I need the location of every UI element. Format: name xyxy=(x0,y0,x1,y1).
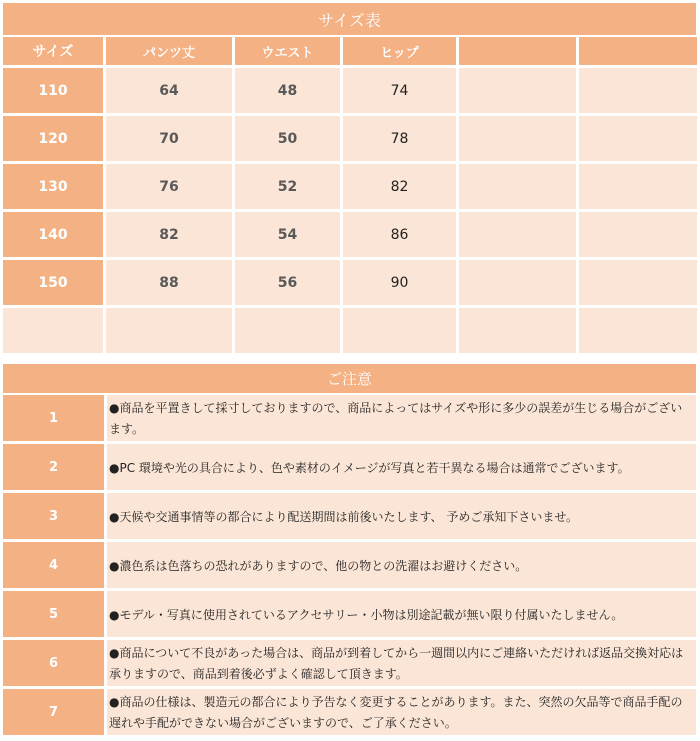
empty-cell xyxy=(579,116,697,161)
empty-cell xyxy=(579,212,697,257)
size-label: 130 xyxy=(3,164,103,209)
notes-title: ご注意 xyxy=(3,364,696,393)
list-item xyxy=(3,689,696,735)
waist-value: 56 xyxy=(235,260,340,305)
empty-cell xyxy=(459,308,576,353)
size-label: 140 xyxy=(3,212,103,257)
empty-cell xyxy=(459,212,576,257)
header-pants-length: パンツ丈 xyxy=(106,37,232,65)
note-number: 5 xyxy=(3,591,104,637)
note-text: ●商品について不良があった場合は、商品が到着してから一週間以内にご連絡いただければ返品交換対応は承りますので、商品到着後必ずよく確認して頂きます。 xyxy=(107,640,696,686)
empty-cell xyxy=(343,308,456,353)
pants-length-value: 88 xyxy=(106,260,232,305)
waist-value: 48 xyxy=(235,68,340,113)
pants-length-value: 82 xyxy=(106,212,232,257)
empty-cell xyxy=(579,308,697,353)
size-label: 150 xyxy=(3,260,103,305)
size-chart-title: サイズ表 xyxy=(3,3,696,35)
note-text: ●モデル・写真に使用されているアクセサリー・小物は別途記載が無い限り付属いたしません。 xyxy=(107,591,696,637)
list-item xyxy=(3,444,696,490)
empty-cell xyxy=(459,164,576,209)
pants-length-value: 64 xyxy=(106,68,232,113)
note-number: 2 xyxy=(3,444,104,490)
table-row xyxy=(3,164,697,209)
empty-cell xyxy=(459,68,576,113)
note-number: 7 xyxy=(3,689,104,735)
hip-value: 74 xyxy=(343,68,456,113)
waist-value: 54 xyxy=(235,212,340,257)
table-row xyxy=(3,260,697,305)
hip-value: 82 xyxy=(343,164,456,209)
note-text: ●天候や交通事情等の都合により配送期間は前後いたします、 予めご承知下さいませ。 xyxy=(107,493,696,539)
note-number: 1 xyxy=(3,395,104,441)
empty-cell xyxy=(106,308,232,353)
table-row xyxy=(3,308,697,353)
note-text: ●商品を平置きして採寸しておりますので、商品によってはサイズや形に多少の誤差が生じる場合がございます。 xyxy=(107,395,696,441)
size-table-header-row xyxy=(3,37,697,65)
hip-value: 78 xyxy=(343,116,456,161)
list-item xyxy=(3,542,696,588)
header-size: サイズ xyxy=(3,37,103,65)
header-waist: ウエスト xyxy=(235,37,340,65)
waist-value: 52 xyxy=(235,164,340,209)
empty-cell xyxy=(459,260,576,305)
header-empty-2 xyxy=(579,37,697,65)
note-text: ●PC 環境や光の具合により、色や素材のイメージが写真と若干異なる場合は通常でございます。 xyxy=(107,444,696,490)
list-item xyxy=(3,395,696,441)
table-row xyxy=(3,68,697,113)
note-text: ●濃色系は色落ちの恐れがありますので、他の物との洗濯はお避けください。 xyxy=(107,542,696,588)
size-label: 110 xyxy=(3,68,103,113)
empty-cell xyxy=(459,116,576,161)
table-row xyxy=(3,116,697,161)
empty-cell xyxy=(579,260,697,305)
notes-list xyxy=(3,395,696,738)
note-number: 6 xyxy=(3,640,104,686)
note-number: 4 xyxy=(3,542,104,588)
note-text: ●商品の仕様は、製造元の都合により予告なく変更することがあります。また、突然の欠品等で商品手配の遅れや手配ができない場合がございますので、ご了承ください。 xyxy=(107,689,696,735)
table-row xyxy=(3,212,697,257)
header-hip: ヒップ xyxy=(343,37,456,65)
note-number: 3 xyxy=(3,493,104,539)
list-item xyxy=(3,493,696,539)
hip-value: 86 xyxy=(343,212,456,257)
empty-cell xyxy=(235,308,340,353)
list-item xyxy=(3,640,696,686)
empty-cell xyxy=(579,68,697,113)
header-empty-1 xyxy=(459,37,576,65)
waist-value: 50 xyxy=(235,116,340,161)
empty-label-cell xyxy=(3,308,103,353)
empty-cell xyxy=(579,164,697,209)
size-table xyxy=(0,34,700,356)
pants-length-value: 76 xyxy=(106,164,232,209)
size-label: 120 xyxy=(3,116,103,161)
pants-length-value: 70 xyxy=(106,116,232,161)
list-item xyxy=(3,591,696,637)
hip-value: 90 xyxy=(343,260,456,305)
